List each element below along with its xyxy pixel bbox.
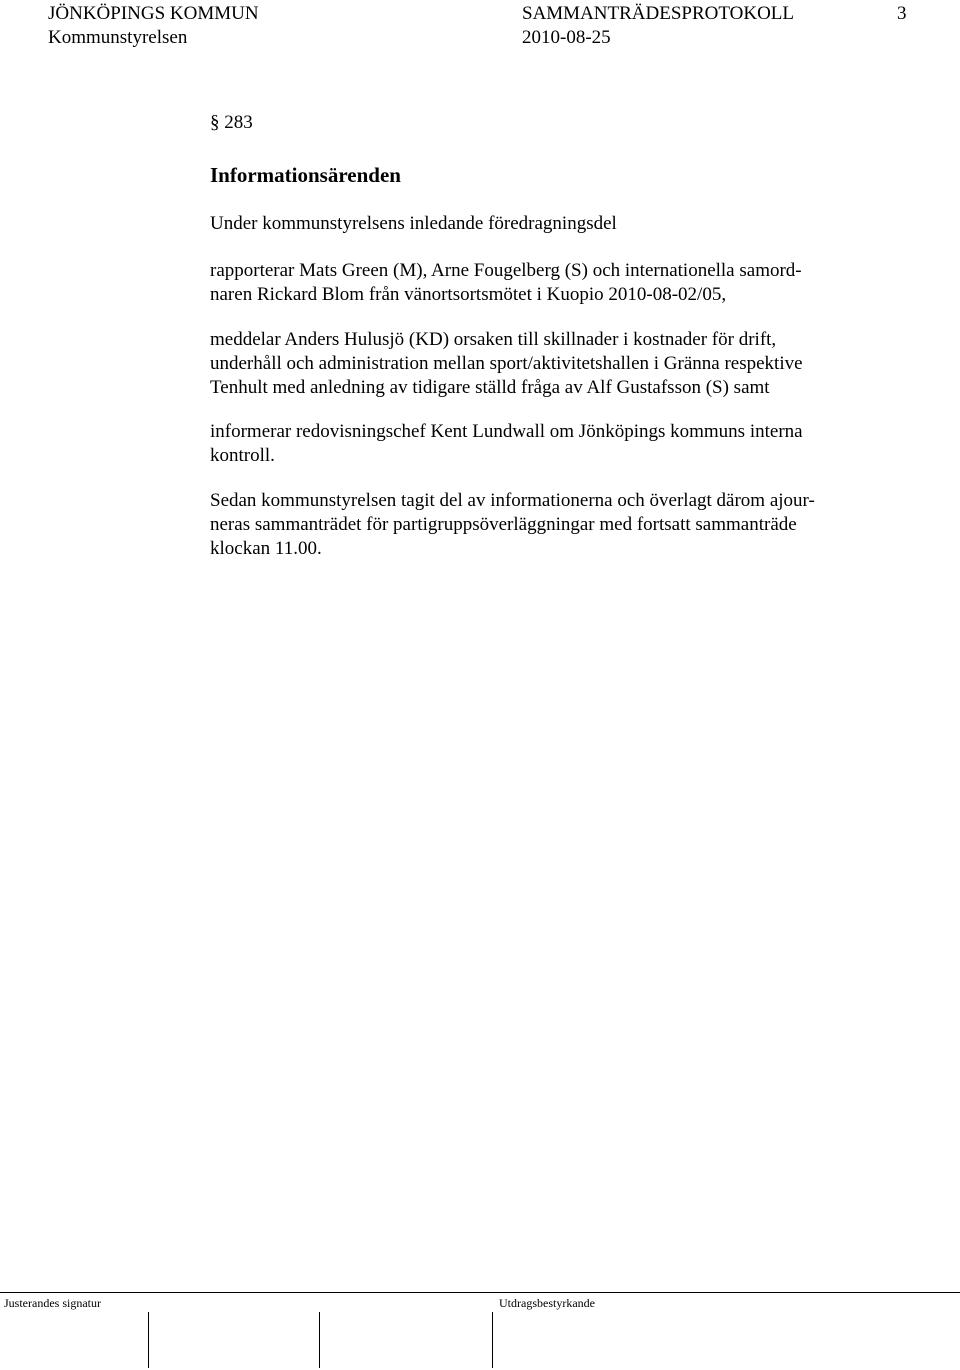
paragraph-2-line-1: meddelar Anders Hulusjö (KD) orsaken till skillnader i kostnader för drift, [210, 329, 777, 350]
header-date: 2010-08-25 [522, 27, 611, 48]
section-number: 283 [224, 112, 253, 133]
header-page-number: 3 [897, 3, 907, 24]
paragraph-3-line-2: kontroll. [210, 445, 275, 466]
paragraph-2-line-2: underhåll och administration mellan sport/aktivitetshallen i Gränna respektive [210, 353, 803, 374]
footer-signature-label: Justerandes signatur [4, 1296, 101, 1310]
section-symbol: § [210, 112, 220, 133]
paragraph-1-line-2: naren Rickard Blom från vänortsortsmötet i Kuopio 2010-08-02/05, [210, 284, 727, 305]
footer-extract-label: Utdragsbestyrkande [499, 1296, 595, 1310]
paragraph-4-line-3: klockan 11.00. [210, 538, 322, 559]
paragraph-4-line-1: Sedan kommunstyrelsen tagit del av informationerna och överlagt därom ajour- [210, 490, 815, 511]
signature-divider-1 [148, 1312, 149, 1368]
header-body: Kommunstyrelsen [48, 27, 188, 48]
paragraph-4-line-2: neras sammanträdet för partigruppsöverläggningar med fortsatt sammanträde [210, 514, 797, 535]
paragraph-3-line-1: informerar redovisningschef Kent Lundwall om Jönköpings kommuns interna [210, 421, 803, 442]
paragraph-2-line-3: Tenhult med anledning av tidigare ställd fråga av Alf Gustafsson (S) samt [210, 377, 770, 398]
signature-divider-3 [492, 1312, 493, 1368]
header-org: JÖNKÖPINGS KOMMUN [48, 3, 259, 24]
header-doc-type: SAMMANTRÄDESPROTOKOLL [522, 3, 795, 24]
signature-divider-2 [319, 1312, 320, 1368]
paragraph-intro: Under kommunstyrelsens inledande föredragningsdel [210, 213, 617, 234]
section-number-line [210, 111, 253, 135]
footer-rule [0, 1292, 960, 1293]
paragraph-1-line-1: rapporterar Mats Green (M), Arne Fougelberg (S) och internationella samord- [210, 260, 802, 281]
section-title: Informationsärenden [210, 163, 401, 187]
